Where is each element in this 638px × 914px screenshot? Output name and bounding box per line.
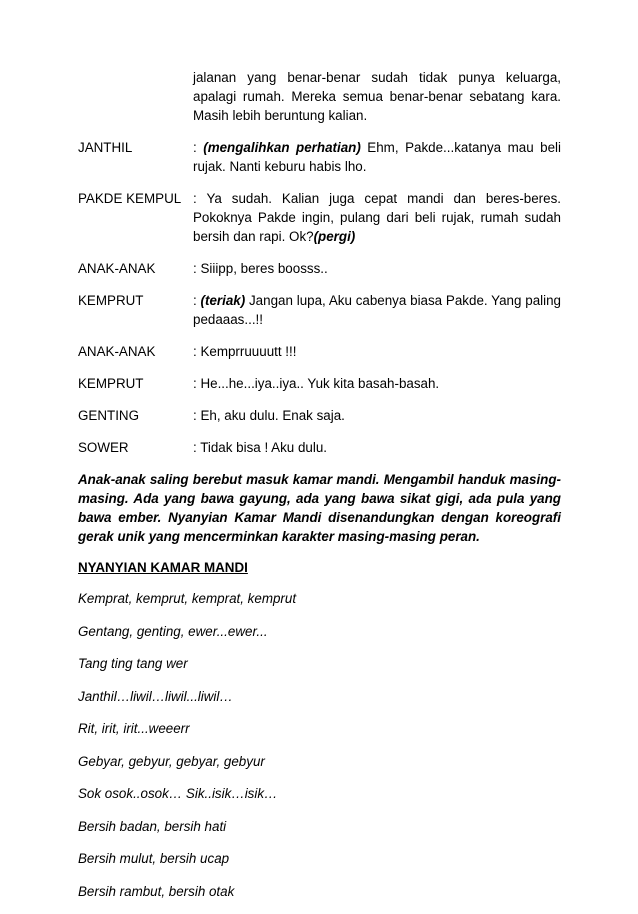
speech-words: Tidak bisa ! Aku dulu. [200,440,327,455]
lyric-line: Sok osok..osok… Sik..isik…isik… [78,786,278,801]
speaker-name: ANAK-ANAK [78,261,156,276]
speech-text: : Eh, aku dulu. Enak saja. [193,408,345,423]
lyric-line: Kemprat, kemprut, kemprat, kemprut [78,591,297,606]
speech-words: Eh, aku dulu. Enak saja. [200,408,345,423]
speech-text: : (teriak) Jangan lupa, Aku cabenya biasa Pakde. Yang paling pedaaas...!! [193,293,561,327]
lyric-line: Bersih badan, bersih hati [78,818,227,834]
lyric-line: Tang ting tang wer [78,656,188,671]
speech-text: : Kemprruuuutt !!! [193,344,297,359]
dialogue-line [78,406,561,425]
speaker-name: KEMPRUT [78,376,144,391]
dialogue-line [78,438,561,457]
lyric-line: Bersih rambut, bersih otak [78,883,235,899]
speaker-name: JANTHIL [78,140,133,155]
speech-words: He...he...iya..iya.. Yuk kita basah-basah. [200,376,440,391]
speech-words: Jangan lupa, Aku cabenya biasa Pakde. Yang paling pedaaas...!! [193,293,561,327]
speech-words: Ya sudah. Kalian juga cepat mandi dan beres-beres. Pokoknya Pakde ingin, pulang dari beli rujak, rumah sudah bersih dan rapi. Ok? [193,191,561,244]
speech-text: : (mengalihkan perhatian) Ehm, Pakde...katanya mau beli rujak. Nanti keburu habis lho. [193,140,562,174]
song-lyrics [78,589,561,901]
dialogue-line [78,259,561,278]
speech-words: Siiipp, beres boosss.. [200,261,328,276]
lyric-line: Gebyar, gebyur, gebyar, gebyur [78,753,265,769]
speaker-name: KEMPRUT [78,293,144,308]
song-title: NYANYIAN KAMAR MANDI [78,560,248,575]
speaker-name: SOWER [78,440,129,455]
stage-cue: (teriak) [200,293,246,308]
speech-text: : Tidak bisa ! Aku dulu. [193,440,327,455]
dialogue-line [78,138,561,176]
stage-direction: Anak-anak saling berebut masuk kamar mandi. Mengambil handuk masing-masing. Ada yang bawa gayung, ada yang bawa sikat gigi, ada pula yang bawa ember. Nyanyian Kamar Mandi disenandungkan dengan koreografi gerak unik yang mencerminkan karakter masing-masing peran. [78,472,561,544]
lyric-line: Janthil…liwil…liwil...liwil… [78,688,233,704]
script-page [78,68,561,914]
speech-text: jalanan yang benar-benar sudah tidak punya keluarga, apalagi rumah. Mereka semua benar-benar sebatang kara. Masih lebih beruntung kalian. [193,70,561,123]
speech-text: : Ya sudah. Kalian juga cepat mandi dan beres-beres. Pokoknya Pakde ingin, pulang dari beli rujak, rumah sudah bersih dan rapi. Ok?(pergi) [193,191,561,244]
stage-cue: (pergi) [313,229,356,244]
dialogue-line [78,342,561,361]
speaker-name: PAKDE KEMPUL [78,191,182,206]
speech-words: Kemprruuuutt !!! [200,344,297,359]
dialogue-continuation [78,68,561,125]
dialogue-line [78,291,561,329]
dialogue-line [78,189,561,246]
speech-text: : He...he...iya..iya.. Yuk kita basah-basah. [193,376,440,391]
speaker-name: GENTING [78,408,140,423]
dialogue-line [78,374,561,393]
lyric-line: Rit, irit, irit...weeerr [78,721,190,736]
speech-text: : Siiipp, beres boosss.. [193,261,328,276]
stage-cue: (mengalihkan perhatian) [203,140,361,155]
speaker-name: ANAK-ANAK [78,344,156,359]
lyric-line: Gentang, genting, ewer...ewer... [78,623,268,639]
dialogue-lines [78,138,561,457]
speech-words: Ehm, Pakde...katanya mau beli rujak. Nanti keburu habis lho. [193,140,562,174]
lyric-line: Bersih mulut, bersih ucap [78,851,230,866]
speaker-blank [78,68,193,125]
